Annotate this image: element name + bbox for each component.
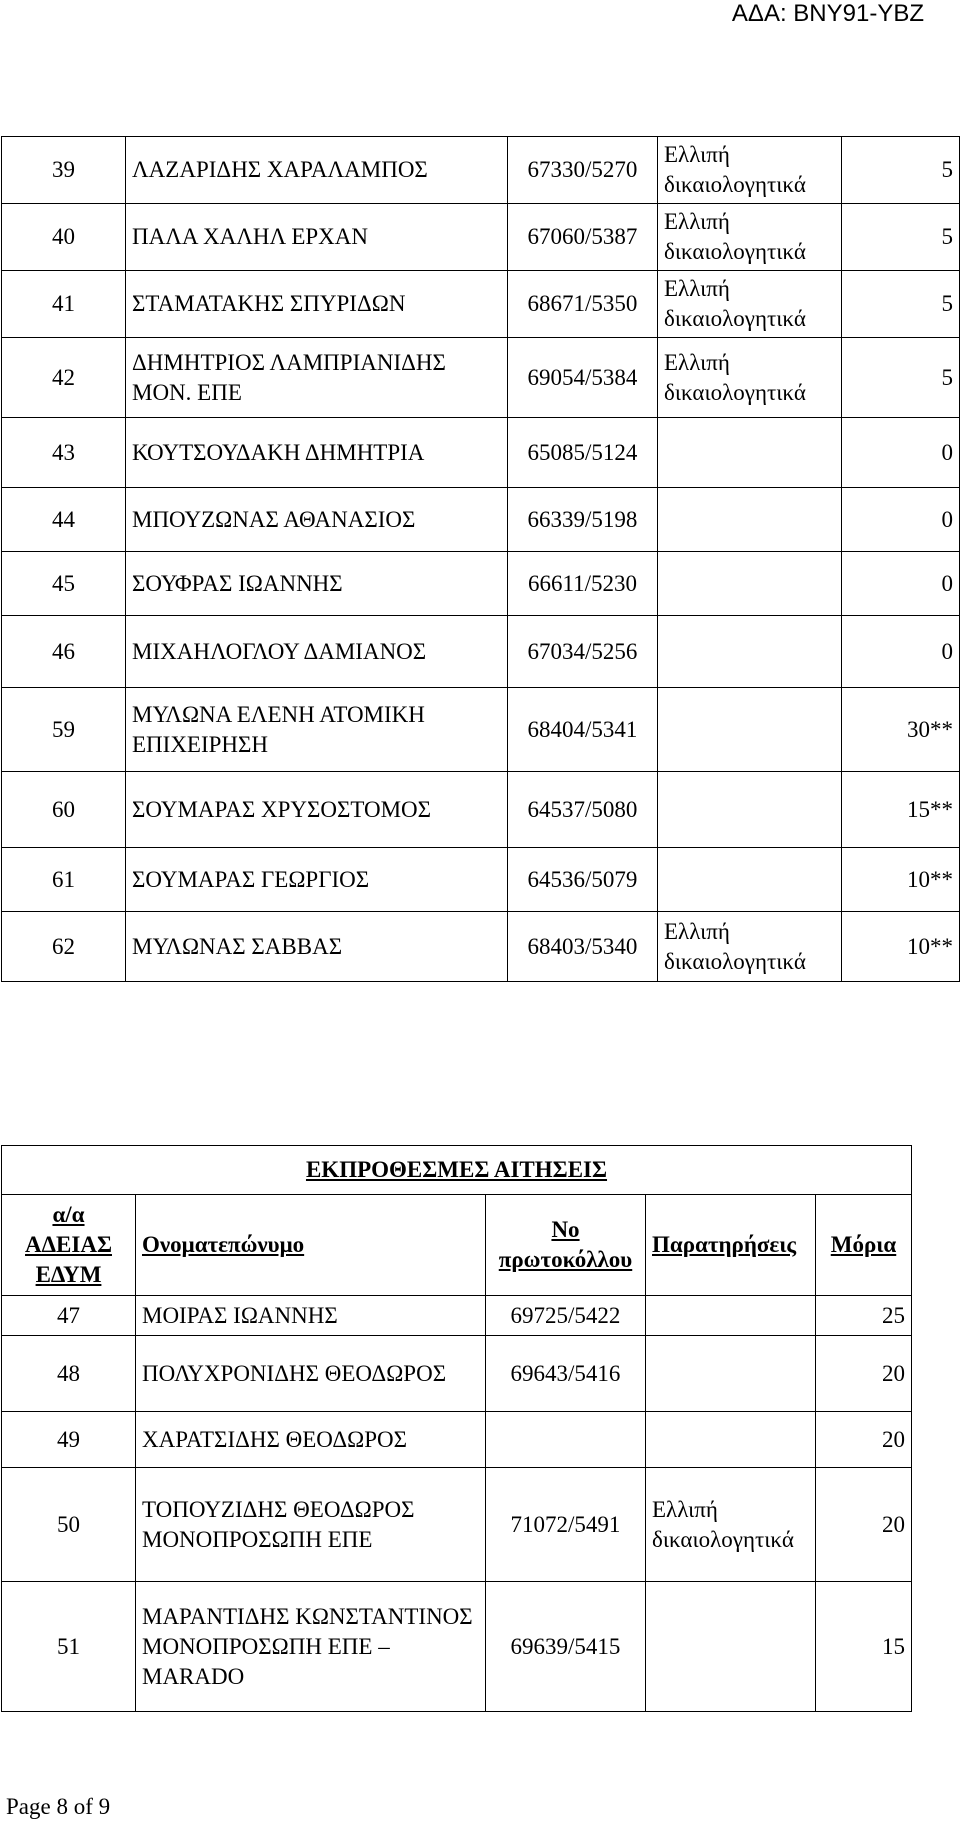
row-remarks [646, 1412, 816, 1468]
row-remarks: Ελλιπή δικαιολογητικά [646, 1468, 816, 1582]
row-points: 5 [842, 137, 960, 204]
table-row [2, 688, 960, 772]
row-protocol: 67330/5270 [508, 137, 658, 204]
row-aa: 46 [2, 616, 126, 688]
section-title: ΕΚΠΡΟΘΕΣΜΕΣ ΑΙΤΗΣΕΙΣ [2, 1146, 912, 1195]
row-points: 20 [816, 1412, 912, 1468]
header-name: Ονοματεπώνυμο [136, 1195, 486, 1296]
late-applications-table [1, 1145, 912, 1712]
row-aa: 60 [2, 772, 126, 848]
row-name: ΜΥΛΩΝΑΣ ΣΑΒΒΑΣ [126, 912, 508, 982]
row-name: ΠΑΛΑ ΧΑΛΗΛ ΕΡΧΑΝ [126, 204, 508, 271]
row-points: 0 [842, 616, 960, 688]
row-protocol: 67034/5256 [508, 616, 658, 688]
row-points: 20 [816, 1336, 912, 1412]
row-name: ΤΟΠΟΥΖΙΔΗΣ ΘΕΟΔΩΡΟΣ ΜΟΝΟΠΡΟΣΩΠΗ ΕΠΕ [136, 1468, 486, 1582]
row-points: 0 [842, 552, 960, 616]
row-remarks [658, 616, 842, 688]
row-name: ΣΟΥΜΑΡΑΣ ΓΕΩΡΓΙΟΣ [126, 848, 508, 912]
row-name: ΜΑΡΑΝΤΙΔΗΣ ΚΩΝΣΤΑΝΤΙΝΟΣ ΜΟΝΟΠΡΟΣΩΠΗ ΕΠΕ – MARADO [136, 1582, 486, 1712]
row-remarks [658, 772, 842, 848]
row-aa: 62 [2, 912, 126, 982]
row-name: ΣΟΥΦΡΑΣ ΙΩΑΝΝΗΣ [126, 552, 508, 616]
row-name: ΜΟΙΡΑΣ ΙΩΑΝΝΗΣ [136, 1296, 486, 1336]
row-protocol: 67060/5387 [508, 204, 658, 271]
table-row [2, 488, 960, 552]
table-row [2, 616, 960, 688]
row-remarks: Ελλιπή δικαιολογητικά [658, 338, 842, 418]
row-remarks [646, 1582, 816, 1712]
table-row [2, 848, 960, 912]
row-aa: 44 [2, 488, 126, 552]
row-aa: 49 [2, 1412, 136, 1468]
row-protocol: 66339/5198 [508, 488, 658, 552]
row-protocol: 69639/5415 [486, 1582, 646, 1712]
row-aa: 50 [2, 1468, 136, 1582]
row-name: ΠΟΛΥΧΡΟΝΙΔΗΣ ΘΕΟΔΩΡΟΣ [136, 1336, 486, 1412]
row-points: 5 [842, 204, 960, 271]
row-points: 30** [842, 688, 960, 772]
table-row [2, 1336, 912, 1412]
table-row [2, 204, 960, 271]
row-aa: 39 [2, 137, 126, 204]
header-aa: α/α ΑΔΕΙΑΣ ΕΔΥΜ [2, 1195, 136, 1296]
row-points: 0 [842, 488, 960, 552]
row-remarks [658, 552, 842, 616]
row-remarks [658, 418, 842, 488]
row-aa: 48 [2, 1336, 136, 1412]
row-name: ΣΟΥΜΑΡΑΣ ΧΡΥΣΟΣΤΟΜΟΣ [126, 772, 508, 848]
row-protocol: 69643/5416 [486, 1336, 646, 1412]
row-name: ΔΗΜΗΤΡΙΟΣ ΛΑΜΠΡΙΑΝΙΔΗΣ ΜΟΝ. ΕΠΕ [126, 338, 508, 418]
row-name: ΧΑΡΑΤΣΙΔΗΣ ΘΕΟΔΩΡΟΣ [136, 1412, 486, 1468]
row-aa: 61 [2, 848, 126, 912]
row-protocol: 68404/5341 [508, 688, 658, 772]
header-remarks: Παρατηρήσεις [646, 1195, 816, 1296]
row-remarks: Ελλιπή δικαιολογητικά [658, 204, 842, 271]
table-row [2, 271, 960, 338]
row-remarks: Ελλιπή δικαιολογητικά [658, 271, 842, 338]
row-remarks [646, 1296, 816, 1336]
table-row [2, 418, 960, 488]
row-points: 25 [816, 1296, 912, 1336]
row-remarks [658, 488, 842, 552]
row-name: ΜΠΟΥΖΩΝΑΣ ΑΘΑΝΑΣΙΟΣ [126, 488, 508, 552]
row-remarks: Ελλιπή δικαιολογητικά [658, 912, 842, 982]
row-aa: 51 [2, 1582, 136, 1712]
table-row [2, 1582, 912, 1712]
row-points: 20 [816, 1468, 912, 1582]
row-points: 5 [842, 338, 960, 418]
row-points: 15 [816, 1582, 912, 1712]
row-aa: 45 [2, 552, 126, 616]
row-aa: 40 [2, 204, 126, 271]
row-protocol: 68403/5340 [508, 912, 658, 982]
row-aa: 47 [2, 1296, 136, 1336]
table-row [2, 137, 960, 204]
row-protocol: 69054/5384 [508, 338, 658, 418]
table-row [2, 552, 960, 616]
row-points: 10** [842, 912, 960, 982]
page-number: Page 8 of 9 [6, 1794, 111, 1819]
row-aa: 42 [2, 338, 126, 418]
row-points: 10** [842, 848, 960, 912]
row-aa: 43 [2, 418, 126, 488]
row-points: 0 [842, 418, 960, 488]
row-remarks: Ελλιπή δικαιολογητικά [658, 137, 842, 204]
row-name: ΜΙΧΑΗΛΟΓΛΟΥ ΔΑΜΙΑΝΟΣ [126, 616, 508, 688]
row-name: ΛΑΖΑΡΙΔΗΣ ΧΑΡΑΛΑΜΠΟΣ [126, 137, 508, 204]
row-name: ΜΥΛΩΝΑ ΕΛΕΝΗ ΑΤΟΜΙΚΗ ΕΠΙΧΕΙΡΗΣΗ [126, 688, 508, 772]
row-remarks [646, 1336, 816, 1412]
row-protocol: 64537/5080 [508, 772, 658, 848]
row-protocol: 65085/5124 [508, 418, 658, 488]
table-row [2, 1412, 912, 1468]
row-aa: 59 [2, 688, 126, 772]
row-points: 15** [842, 772, 960, 848]
row-points: 5 [842, 271, 960, 338]
row-protocol [486, 1412, 646, 1468]
late-applications-title-row [2, 1146, 912, 1195]
table-row [2, 772, 960, 848]
table-row [2, 338, 960, 418]
row-protocol: 66611/5230 [508, 552, 658, 616]
row-aa: 41 [2, 271, 126, 338]
header-row [2, 1195, 912, 1296]
row-name: ΚΟΥΤΣΟΥΔΑΚΗ ΔΗΜΗΤΡΙΑ [126, 418, 508, 488]
row-protocol: 71072/5491 [486, 1468, 646, 1582]
ada-code: ΑΔΑ: ΒΝΥ91-ΥΒΖ [731, 0, 924, 27]
row-name: ΣΤΑΜΑΤΑΚΗΣ ΣΠΥΡΙΔΩΝ [126, 271, 508, 338]
table-row [2, 912, 960, 982]
row-remarks [658, 688, 842, 772]
row-protocol: 69725/5422 [486, 1296, 646, 1336]
header-protocol: Νο πρωτοκόλλου [486, 1195, 646, 1296]
table-row [2, 1296, 912, 1336]
header-points: Μόρια [816, 1195, 912, 1296]
row-remarks [658, 848, 842, 912]
row-protocol: 64536/5079 [508, 848, 658, 912]
table-row [2, 1468, 912, 1582]
applications-table [1, 136, 960, 982]
row-protocol: 68671/5350 [508, 271, 658, 338]
